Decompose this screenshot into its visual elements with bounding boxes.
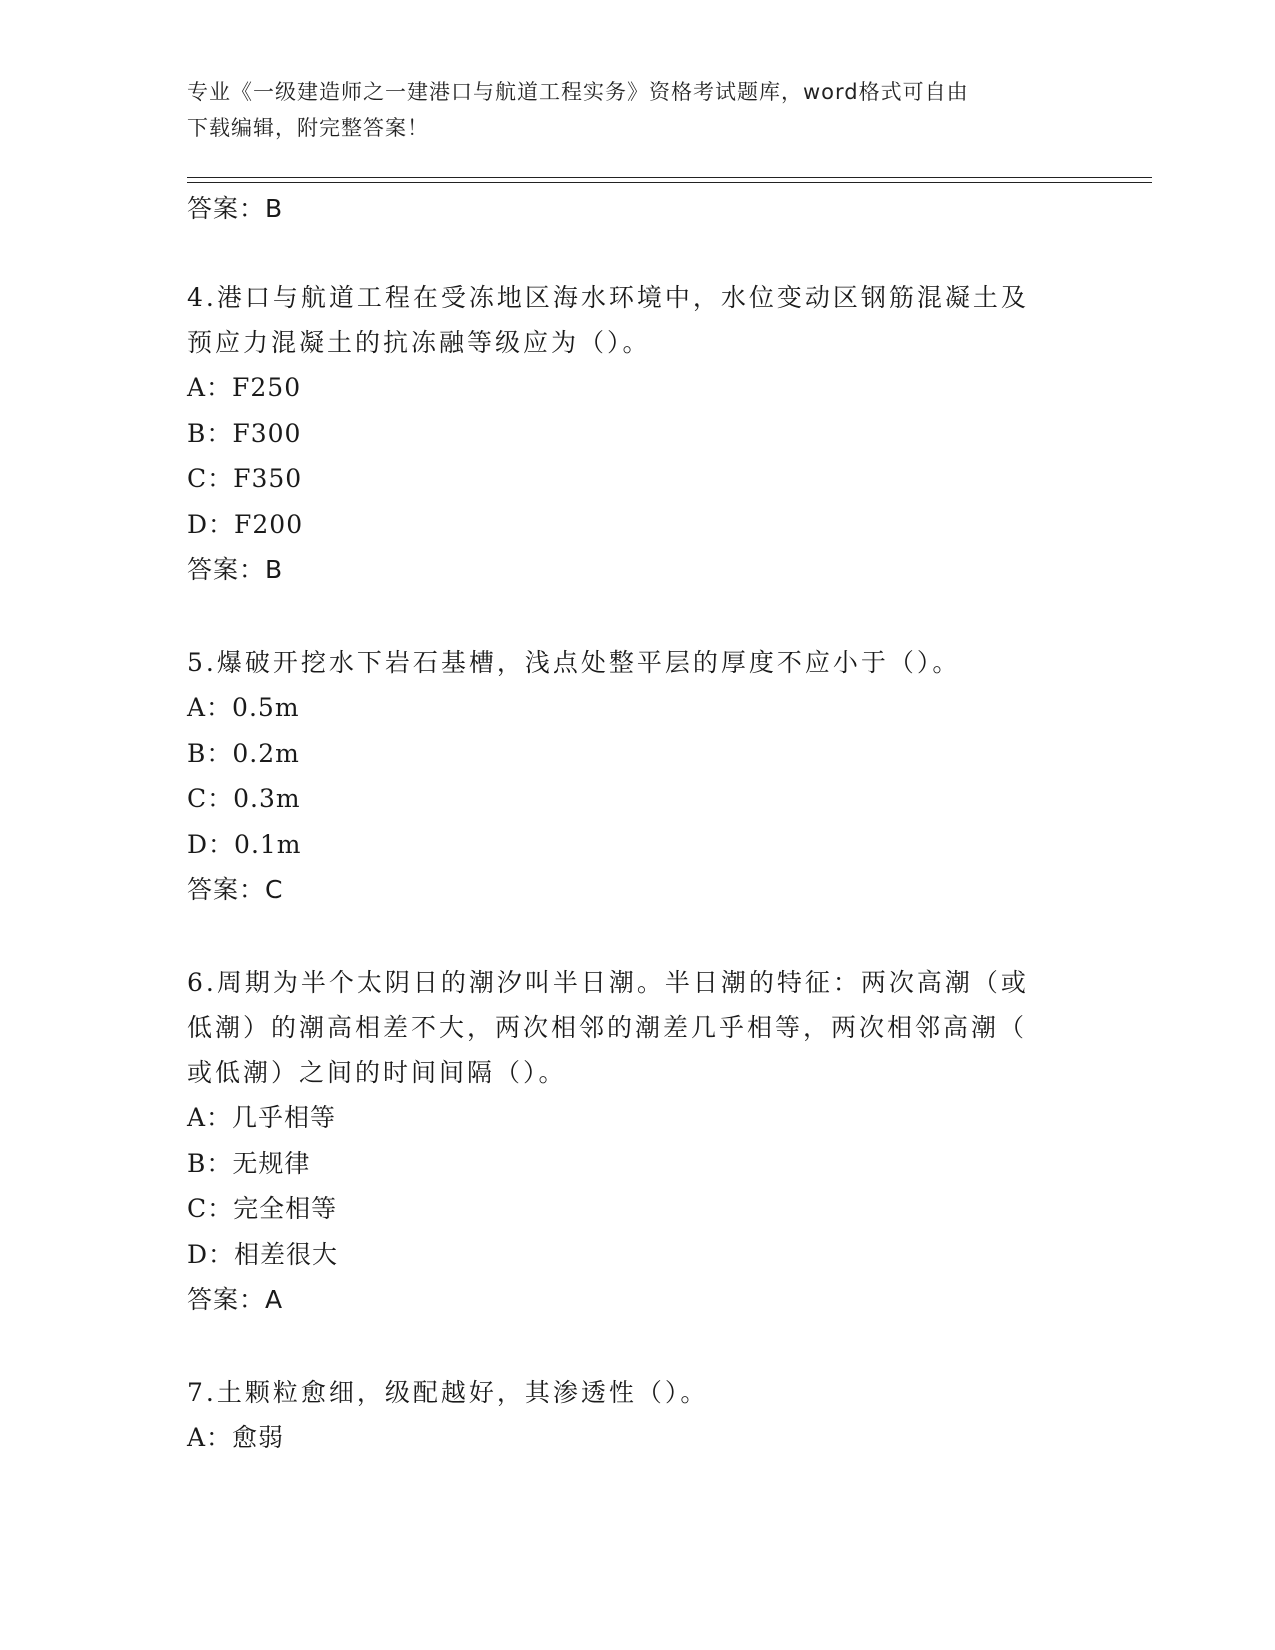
option-c: C：0.3m — [187, 784, 301, 813]
question-text-line: 或低潮）之间的时间间隔（）。 — [187, 1058, 567, 1087]
header-line-1: 专业《一级建造师之一建港口与航道工程实务》资格考试题库，word格式可自由 — [187, 80, 969, 104]
question-4 — [187, 275, 1107, 592]
option-d: D：相差很大 — [187, 1239, 339, 1269]
question-text-line: 6.周期为半个太阴日的潮汐叫半日潮。半日潮的特征：两次高潮（或 — [187, 968, 1029, 997]
option-c: C：完全相等 — [187, 1194, 338, 1223]
option-a: A：0.5m — [187, 693, 300, 722]
answer-text: 答案：A — [187, 1285, 284, 1314]
option-a: A：F250 — [187, 373, 302, 402]
option-d: D：0.1m — [187, 829, 302, 859]
option-c: C：F350 — [187, 464, 303, 493]
question-5 — [187, 640, 1107, 912]
document-header — [187, 74, 1067, 146]
header-line-2: 下载编辑，附完整答案！ — [187, 116, 429, 140]
option-a: A：愈弱 — [187, 1423, 285, 1452]
previous-answer-block — [187, 186, 1107, 231]
question-6 — [187, 960, 1107, 1322]
option-b: B：无规律 — [187, 1148, 311, 1178]
header-divider-bottom — [187, 182, 1152, 183]
option-a: A：几乎相等 — [187, 1103, 337, 1132]
question-7 — [187, 1370, 1107, 1461]
question-text-line: 7.土颗粒愈细，级配越好，其渗透性（）。 — [187, 1378, 709, 1407]
header-divider-top — [187, 177, 1152, 178]
question-text-line: 5.爆破开挖水下岩石基槽，浅点处整平层的厚度不应小于（）。 — [187, 648, 961, 677]
question-text-line: 4.港口与航道工程在受冻地区海水环境中，水位变动区钢筋混凝土及 — [187, 283, 1029, 312]
option-b: B：0.2m — [187, 738, 300, 768]
answer-text: 答案：B — [187, 555, 284, 584]
question-text-line: 预应力混凝土的抗冻融等级应为（）。 — [187, 328, 651, 357]
answer-text: 答案：B — [187, 194, 284, 223]
question-text-line: 低潮）的潮高相差不大，两次相邻的潮差几乎相等，两次相邻高潮（ — [187, 1013, 1028, 1042]
option-b: B：F300 — [187, 418, 302, 448]
option-d: D：F200 — [187, 509, 304, 539]
answer-text: 答案：C — [187, 875, 284, 904]
